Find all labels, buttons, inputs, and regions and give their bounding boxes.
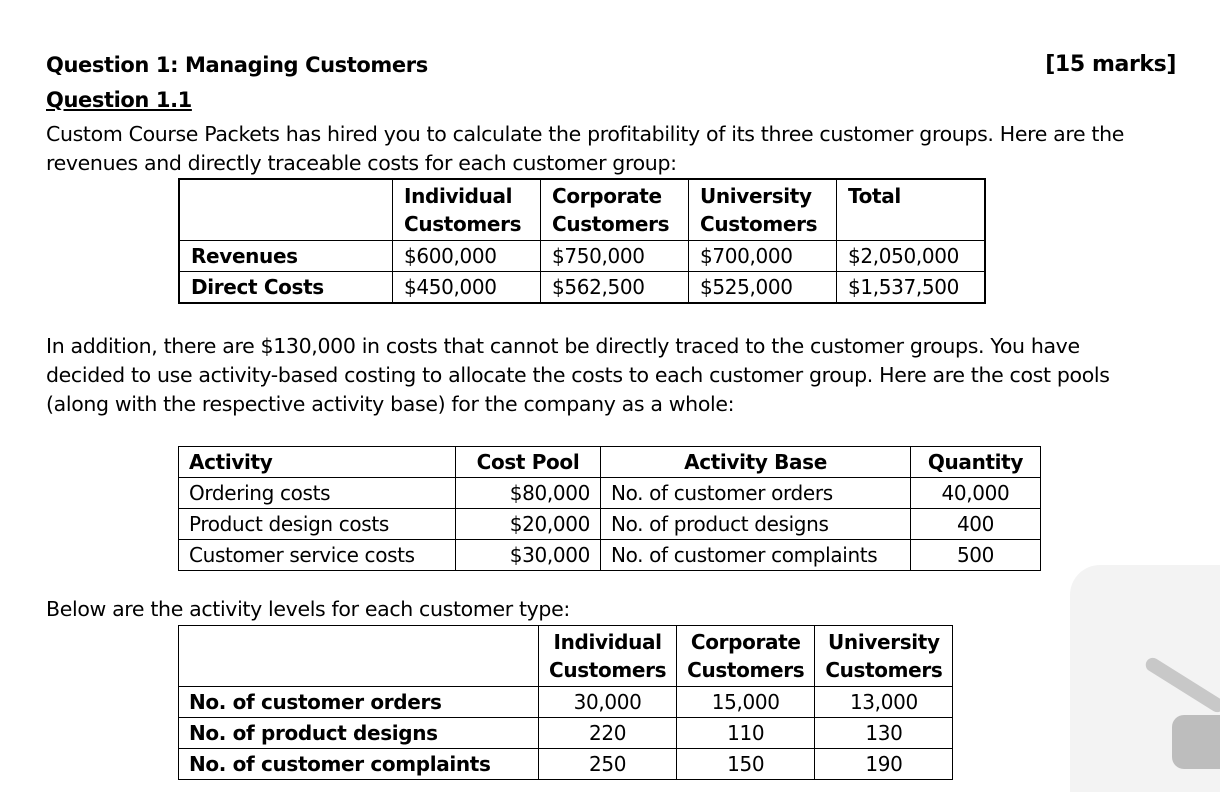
- activity-base-cell: No. of customer orders: [601, 478, 911, 509]
- table-cell: $1,537,500: [837, 272, 986, 304]
- header-university: [815, 626, 953, 687]
- row-label: Direct Costs: [179, 272, 393, 304]
- question-title: Question 1: Managing Customers: [46, 53, 428, 77]
- row-label: No. of customer orders: [179, 687, 539, 718]
- table-row: [179, 687, 953, 718]
- table-cell: $600,000: [393, 241, 541, 272]
- header-university: [689, 179, 837, 241]
- header-line: Corporate: [552, 184, 662, 208]
- table-row: [179, 241, 985, 272]
- cost-pool-table: [178, 446, 1041, 571]
- header-quantity: Quantity: [911, 447, 1041, 478]
- marks-label: [15 marks]: [1045, 52, 1176, 77]
- intro-line-2: revenues and directly traceable costs for each customer group:: [46, 151, 677, 175]
- header-line: University: [700, 184, 812, 208]
- header-line: Total: [848, 184, 901, 208]
- table-header-row: [179, 179, 985, 241]
- table-row: [179, 749, 953, 780]
- table-cell: 150: [677, 749, 815, 780]
- header-cost-pool: Cost Pool: [456, 447, 601, 478]
- quantity-cell: 400: [911, 509, 1041, 540]
- activity-level-table: [178, 625, 953, 780]
- header-line: Corporate: [690, 630, 801, 654]
- table-cell: 220: [539, 718, 677, 749]
- table-row: [179, 718, 953, 749]
- header-line: Customers: [687, 658, 805, 682]
- header-activity-base: Activity Base: [601, 447, 911, 478]
- table-cell: 13,000: [815, 687, 953, 718]
- row-label: Revenues: [179, 241, 393, 272]
- table-cell: $700,000: [689, 241, 837, 272]
- middle-line-1: In addition, there are $130,000 in costs that cannot be directly traced to the customer groups. You have: [46, 334, 1080, 358]
- cost-pool-cell: $80,000: [456, 478, 601, 509]
- header-line: Customers: [404, 212, 522, 236]
- header-line: University: [828, 630, 940, 654]
- header-line: Customers: [700, 212, 818, 236]
- table-cell: $525,000: [689, 272, 837, 304]
- quantity-cell: 40,000: [911, 478, 1041, 509]
- header-line: Customers: [552, 212, 670, 236]
- header-individual: [539, 626, 677, 687]
- activity-intro: Below are the activity levels for each customer type:: [46, 597, 570, 621]
- activity-base-cell: No. of product designs: [601, 509, 911, 540]
- table-cell: 190: [815, 749, 953, 780]
- middle-line-2: decided to use activity-based costing to allocate the costs to each customer group. Here are the cost pools: [46, 363, 1110, 387]
- activity-base-cell: No. of customer complaints: [601, 540, 911, 571]
- empty-header-cell: [179, 626, 539, 687]
- intro-line-1: Custom Course Packets has hired you to calculate the profitability of its three customer groups. Here are the: [46, 122, 1124, 146]
- table-cell: 110: [677, 718, 815, 749]
- table-cell: $2,050,000: [837, 241, 986, 272]
- table-cell: 15,000: [677, 687, 815, 718]
- customer-revenue-table: [178, 178, 986, 304]
- row-label: No. of customer complaints: [179, 749, 539, 780]
- table-cell: $562,500: [541, 272, 689, 304]
- question-subtitle: Question 1.1: [46, 88, 192, 112]
- quantity-cell: 500: [911, 540, 1041, 571]
- cost-pool-cell: $30,000: [456, 540, 601, 571]
- table-cell: 250: [539, 749, 677, 780]
- table-header-row: [179, 447, 1041, 478]
- header-corporate: [677, 626, 815, 687]
- table-cell: $750,000: [541, 241, 689, 272]
- middle-paragraph: [46, 332, 1110, 419]
- intro-paragraph: [46, 120, 1124, 178]
- header-line: Customers: [825, 658, 943, 682]
- table-row: [179, 540, 1041, 571]
- table-row: [179, 272, 985, 304]
- cost-pool-cell: $20,000: [456, 509, 601, 540]
- activity-cell: Ordering costs: [179, 478, 456, 509]
- activity-cell: Product design costs: [179, 509, 456, 540]
- activity-cell: Customer service costs: [179, 540, 456, 571]
- header-line: Customers: [549, 658, 667, 682]
- header-line: Individual: [553, 630, 662, 654]
- header-corporate: [541, 179, 689, 241]
- header-line: Individual: [404, 184, 513, 208]
- empty-header-cell: [179, 179, 393, 241]
- row-label: No. of product designs: [179, 718, 539, 749]
- table-header-row: [179, 626, 953, 687]
- side-tab-handle[interactable]: [1172, 715, 1220, 769]
- table-cell: 130: [815, 718, 953, 749]
- table-cell: $450,000: [393, 272, 541, 304]
- table-cell: 30,000: [539, 687, 677, 718]
- header-individual: [393, 179, 541, 241]
- header-activity: Activity: [179, 447, 456, 478]
- middle-line-3: (along with the respective activity base) for the company as a whole:: [46, 392, 735, 416]
- table-row: [179, 478, 1041, 509]
- header-total: [837, 179, 986, 241]
- table-row: [179, 509, 1041, 540]
